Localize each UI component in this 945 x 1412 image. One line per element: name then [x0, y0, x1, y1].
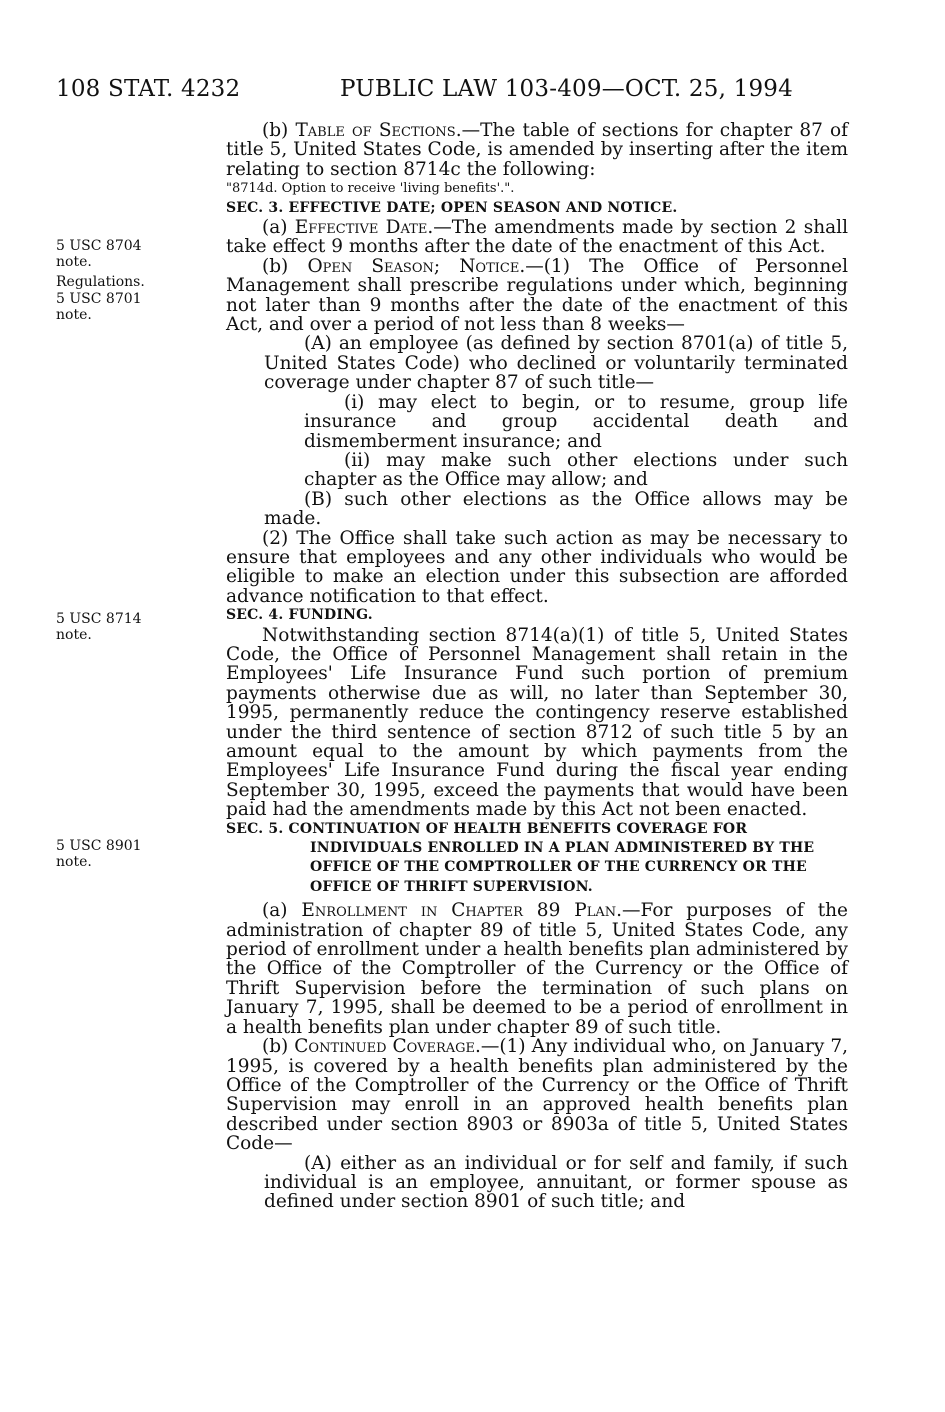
margin-note-regulations	[56, 274, 206, 290]
margin-note-8704	[56, 238, 206, 270]
paragraph-3b	[226, 257, 848, 335]
subparagraph-3b-A: (A) an employee (as defined by section 8701(a) of title 5, United States Code) who declined or voluntarily terminated coverage under chapter 87 of such title—	[264, 333, 848, 394]
margin-note-8701	[56, 291, 206, 323]
paragraph-heading: Table of Sections.	[295, 120, 462, 141]
paragraph-3b-2: (2) The Office shall take such action as may be necessary to ensure that employees and any other individuals who would be eligible to make an election under this subsection are afforded advance notification to that effect.	[226, 527, 848, 607]
section-5-heading-cont: INDIVIDUALS ENROLLED IN A PLAN ADMINISTERED BY THE	[310, 840, 815, 857]
margin-note-line: Regulations.	[56, 274, 145, 290]
paragraph-heading: Continued Coverage.	[294, 1036, 481, 1058]
page-title: PUBLIC LAW 103-409—OCT. 25, 1994	[340, 76, 793, 102]
paragraph-3a	[226, 218, 848, 257]
section-5-heading-cont: OFFICE OF THRIFT SUPERVISION.	[310, 878, 593, 895]
margin-note-line: note.	[56, 254, 92, 270]
inserted-item: "8714d. Option to receive 'living benefits'.".	[226, 181, 515, 197]
margin-note-line: note.	[56, 854, 92, 870]
paragraph-text: —The table of sections for chapter 87 of title 5, United States Code, is amended by inserting after the item relating to section 8714c the following:	[226, 120, 849, 180]
paragraph-5b	[226, 1037, 848, 1153]
margin-note-line: 5 USC 8901	[56, 838, 142, 854]
clause-3b-ii: (ii) may make such other elections under such chapter as the Office may allow; and	[304, 449, 848, 491]
section-5-heading: SEC. 5. CONTINUATION OF HEALTH BENEFITS COVERAGE FOR	[226, 820, 748, 837]
paragraph-4: Notwithstanding section 8714(a)(1) of title 5, United States Code, the Office of Personnel Management shall retain in the Employees' Life Insurance Fund such portion of premium payments otherwise due as will, no later than September 30, 1995, permanently reduce the contingency reserve established under the third sentence of section 8712 of such title 5 by an amount equal to the amount by which payments from the Employees' Life Insurance Fund during the fiscal year ending September 30, 1995, exceed the payments that would have been paid had the amendments made by this Act not been enacted.	[226, 624, 848, 821]
body-text	[226, 121, 848, 1212]
margin-note-8901	[56, 838, 206, 870]
paragraph-text: —(1) Any individual who, on January 7, 1995, is covered by a health benefits plan administered by the Office of the Comptroller of the Currency or the Office of Thrift Supervision may enroll in an approved health benefits plan described under section 8903 or 8903a of title 5, United States Code—	[226, 1036, 848, 1155]
paragraph-text: —For purposes of the administration of chapter 89 of title 5, United States Code, any period of enrollment under a health benefits plan administered by the Office of the Comptroller of the Currency or the Office of Thrift Supervision before the termination of such plans on January 7, 1995, shall be deemed to be a period of enrollment in a health benefits plan under chapter 89 of such title.	[226, 900, 848, 1038]
paragraph-label: (a)	[262, 217, 295, 239]
paragraph-heading: Open Season; Notice.	[307, 255, 526, 277]
paragraph-heading: Enrollment in Chapter 89 Plan.	[301, 900, 623, 922]
margin-note-line: 5 USC 8704	[56, 238, 142, 254]
margin-note-line: note.	[56, 307, 92, 323]
paragraph-text: —(1) The Office of Personnel Management shall prescribe regulations under which, beginning not later than 9 months after the date of the enactment of this Act, and over a period of not less than 8 weeks—	[226, 255, 848, 336]
section-3-heading: SEC. 3. EFFECTIVE DATE; OPEN SEASON AND NOTICE.	[226, 199, 678, 216]
paragraph-label: (b)	[262, 1036, 295, 1058]
paragraph-5a	[226, 901, 848, 1037]
paragraph-heading: Effective Date.	[294, 217, 434, 239]
paragraph-b-table-of-sections	[226, 121, 848, 179]
section-4-heading: SEC. 4. FUNDING.	[226, 607, 373, 624]
paragraph-label: (b)	[262, 120, 296, 141]
subparagraph-3b-B: (B) such other elections as the Office allows may be made.	[264, 488, 848, 530]
paragraph-label: (a)	[262, 900, 302, 922]
margin-note-line: 5 USC 8714	[56, 611, 142, 627]
paragraph-text: —The amendments made by section 2 shall take effect 9 months after the date of the enactment of this Act.	[226, 217, 848, 258]
clause-3b-i: (i) may elect to begin, or to resume, group life insurance and group accidental death and dismemberment insurance; and	[304, 391, 848, 452]
margin-note-line: 5 USC 8701	[56, 291, 142, 307]
margin-note-line: note.	[56, 627, 92, 643]
subparagraph-5b-A: (A) either as an individual or for self and family, if such individual is an employee, annuitant, or former spouse as defined under section 8901 of such title; and	[264, 1152, 848, 1213]
section-5-heading-cont: OFFICE OF THE COMPTROLLER OF THE CURRENCY OR THE	[310, 859, 807, 876]
page-reference: 108 STAT. 4232	[56, 76, 241, 102]
margin-note-8714	[56, 611, 206, 643]
paragraph-label: (b)	[262, 255, 308, 277]
